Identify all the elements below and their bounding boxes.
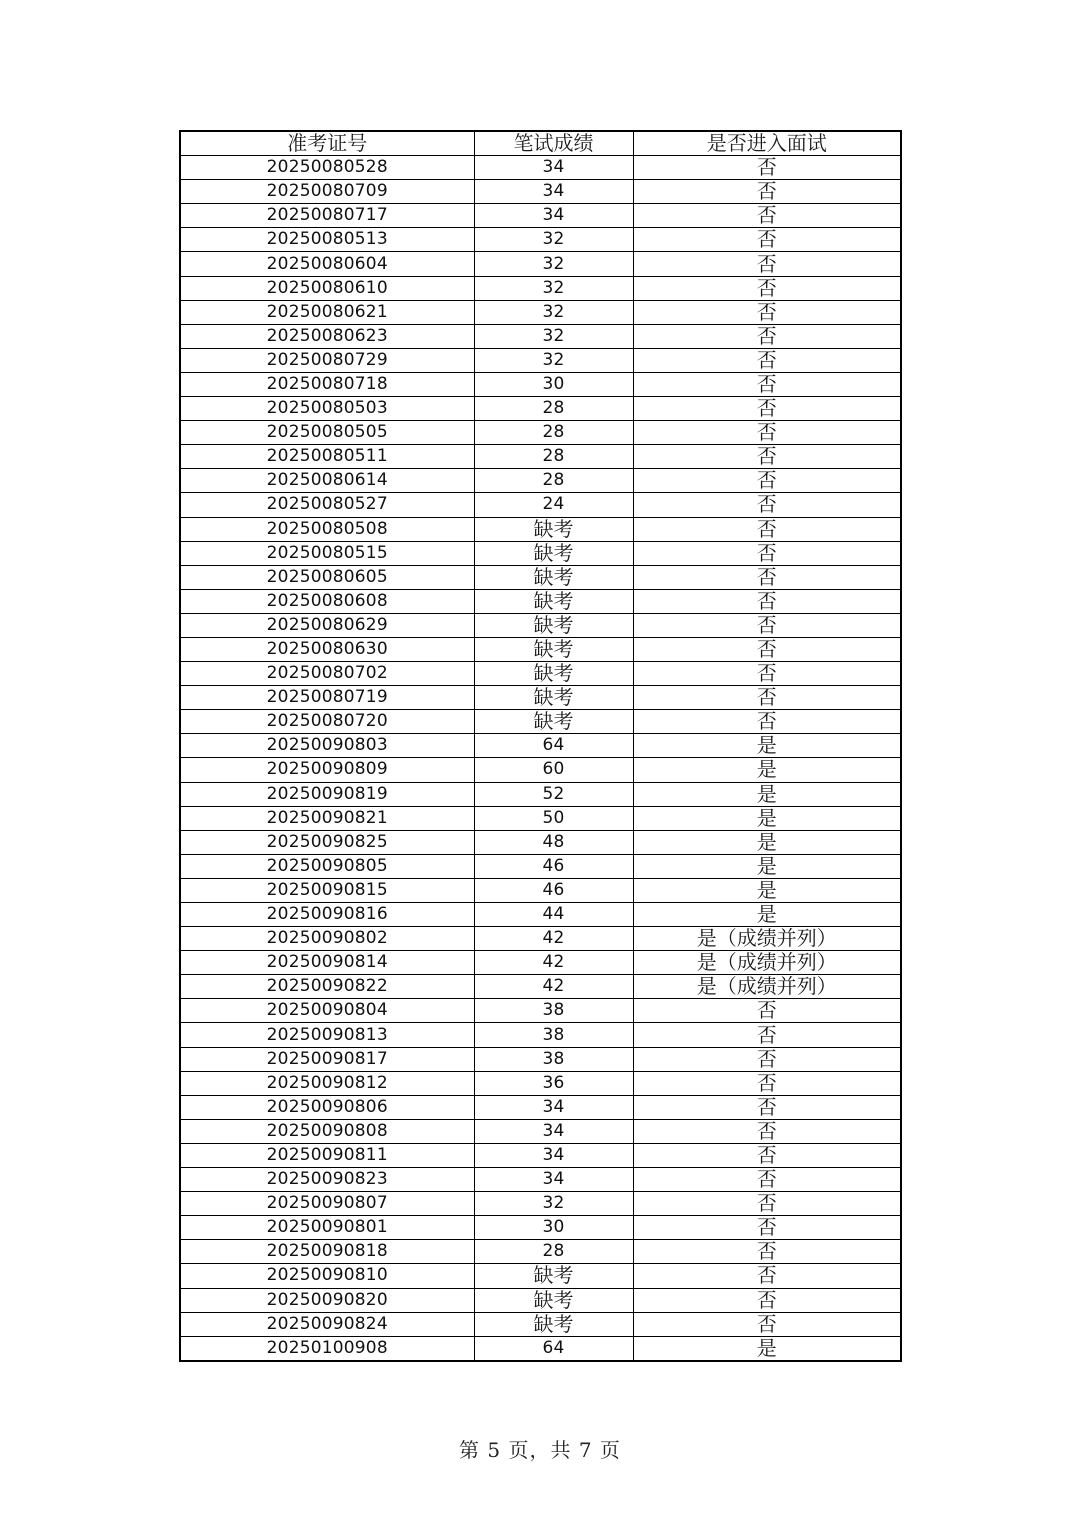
written-score-cell: 52 [474, 782, 633, 806]
table-row [180, 1023, 901, 1047]
interview-status-cell: 否 [633, 156, 901, 180]
interview-status-cell: 否 [633, 999, 901, 1023]
interview-status-cell: 否 [633, 1192, 901, 1216]
interview-status-cell: 否 [633, 1216, 901, 1240]
exam-id-cell: 20250080527 [180, 493, 474, 517]
table-row [180, 806, 901, 830]
written-score-cell: 32 [474, 252, 633, 276]
exam-id-cell: 20250080614 [180, 469, 474, 493]
written-score-cell: 38 [474, 1047, 633, 1071]
written-score-cell: 28 [474, 445, 633, 469]
interview-status-cell: 否 [633, 517, 901, 541]
written-score-cell: 34 [474, 1119, 633, 1143]
written-score-cell: 缺考 [474, 589, 633, 613]
interview-status-cell: 否 [633, 397, 901, 421]
exam-id-cell: 20250090823 [180, 1168, 474, 1192]
interview-status-cell: 否 [633, 445, 901, 469]
written-score-cell: 24 [474, 493, 633, 517]
written-score-cell: 缺考 [474, 1264, 633, 1288]
written-score-cell: 缺考 [474, 1312, 633, 1336]
interview-status-cell: 否 [633, 1143, 901, 1167]
written-score-cell: 46 [474, 878, 633, 902]
exam-id-cell: 20250080623 [180, 324, 474, 348]
written-score-cell: 34 [474, 156, 633, 180]
table-header [180, 131, 901, 156]
interview-status-cell: 否 [633, 565, 901, 589]
written-score-cell: 38 [474, 999, 633, 1023]
written-score-cell: 46 [474, 854, 633, 878]
written-score-cell: 42 [474, 927, 633, 951]
exam-id-cell: 20250090817 [180, 1047, 474, 1071]
interview-status-cell: 否 [633, 686, 901, 710]
table-row [180, 1071, 901, 1095]
interview-status-cell: 否 [633, 662, 901, 686]
exam-id-cell: 20250090807 [180, 1192, 474, 1216]
interview-status-cell: 是 [633, 1336, 901, 1361]
table-row [180, 204, 901, 228]
exam-id-cell: 20250080702 [180, 662, 474, 686]
table-row [180, 662, 901, 686]
written-score-cell: 32 [474, 348, 633, 372]
exam-id-cell: 20250080729 [180, 348, 474, 372]
written-score-cell: 42 [474, 951, 633, 975]
exam-id-cell: 20250080604 [180, 252, 474, 276]
exam-id-cell: 20250080720 [180, 710, 474, 734]
exam-id-cell: 20250080608 [180, 589, 474, 613]
table-row [180, 1312, 901, 1336]
interview-status-cell: 否 [633, 1119, 901, 1143]
interview-status-cell: 是 [633, 854, 901, 878]
interview-status-cell: 否 [633, 1240, 901, 1264]
table-row [180, 613, 901, 637]
interview-status-cell: 否 [633, 710, 901, 734]
interview-status-cell: 否 [633, 1047, 901, 1071]
exam-id-cell: 20250090811 [180, 1143, 474, 1167]
exam-id-cell: 20250090801 [180, 1216, 474, 1240]
exam-id-cell: 20250090819 [180, 782, 474, 806]
table-row [180, 372, 901, 396]
interview-status-cell: 否 [633, 469, 901, 493]
interview-status-cell: 否 [633, 372, 901, 396]
score-table [179, 130, 902, 1362]
written-score-cell: 28 [474, 1240, 633, 1264]
table-row [180, 517, 901, 541]
written-score-cell: 32 [474, 324, 633, 348]
interview-status-cell: 否 [633, 180, 901, 204]
exam-id-cell: 20250090816 [180, 903, 474, 927]
written-score-cell: 缺考 [474, 662, 633, 686]
written-score-cell: 34 [474, 1168, 633, 1192]
exam-id-cell: 20250090802 [180, 927, 474, 951]
interview-status-cell: 否 [633, 589, 901, 613]
written-score-cell: 28 [474, 421, 633, 445]
table-row [180, 782, 901, 806]
written-score-cell: 缺考 [474, 686, 633, 710]
written-score-cell: 32 [474, 300, 633, 324]
table-row [180, 734, 901, 758]
table-row [180, 300, 901, 324]
written-score-cell: 50 [474, 806, 633, 830]
table-row [180, 421, 901, 445]
interview-status-cell: 否 [633, 1023, 901, 1047]
table-row [180, 878, 901, 902]
exam-id-cell: 20250080718 [180, 372, 474, 396]
table-row [180, 156, 901, 180]
table-row [180, 589, 901, 613]
interview-status-cell: 否 [633, 252, 901, 276]
table-row [180, 1240, 901, 1264]
table-row [180, 228, 901, 252]
exam-id-cell: 20250080621 [180, 300, 474, 324]
written-score-cell: 38 [474, 1023, 633, 1047]
table-row [180, 1288, 901, 1312]
exam-id-cell: 20250090812 [180, 1071, 474, 1095]
table-row [180, 854, 901, 878]
exam-id-cell: 20250080610 [180, 276, 474, 300]
table-row [180, 565, 901, 589]
table-row [180, 637, 901, 661]
written-score-cell: 34 [474, 1095, 633, 1119]
header-exam-id: 准考证号 [180, 131, 474, 156]
table-row [180, 1119, 901, 1143]
header-written-score: 笔试成绩 [474, 131, 633, 156]
interview-status-cell: 否 [633, 613, 901, 637]
exam-id-cell: 20250100908 [180, 1336, 474, 1361]
table-row [180, 1336, 901, 1361]
table-row [180, 348, 901, 372]
header-row [180, 131, 901, 156]
interview-status-cell: 否 [633, 421, 901, 445]
exam-id-cell: 20250080505 [180, 421, 474, 445]
exam-id-cell: 20250090805 [180, 854, 474, 878]
exam-id-cell: 20250090825 [180, 830, 474, 854]
interview-status-cell: 否 [633, 1095, 901, 1119]
interview-status-cell: 否 [633, 300, 901, 324]
exam-id-cell: 20250090806 [180, 1095, 474, 1119]
exam-id-cell: 20250080605 [180, 565, 474, 589]
written-score-cell: 32 [474, 1192, 633, 1216]
interview-status-cell: 否 [633, 1288, 901, 1312]
interview-status-cell: 是（成绩并列） [633, 951, 901, 975]
table-row [180, 830, 901, 854]
interview-status-cell: 否 [633, 228, 901, 252]
table-row [180, 999, 901, 1023]
written-score-cell: 缺考 [474, 541, 633, 565]
exam-id-cell: 20250090810 [180, 1264, 474, 1288]
exam-id-cell: 20250080719 [180, 686, 474, 710]
table-row [180, 903, 901, 927]
interview-status-cell: 否 [633, 541, 901, 565]
interview-status-cell: 否 [633, 493, 901, 517]
table-row [180, 469, 901, 493]
table-row [180, 397, 901, 421]
table-row [180, 1095, 901, 1119]
written-score-cell: 28 [474, 397, 633, 421]
interview-status-cell: 是 [633, 903, 901, 927]
exam-id-cell: 20250090822 [180, 975, 474, 999]
table-row [180, 1192, 901, 1216]
written-score-cell: 缺考 [474, 1288, 633, 1312]
written-score-cell: 34 [474, 180, 633, 204]
interview-status-cell: 是 [633, 878, 901, 902]
table-row [180, 180, 901, 204]
table-row [180, 276, 901, 300]
written-score-cell: 64 [474, 1336, 633, 1361]
written-score-cell: 44 [474, 903, 633, 927]
interview-status-cell: 是 [633, 830, 901, 854]
written-score-cell: 42 [474, 975, 633, 999]
exam-id-cell: 20250090803 [180, 734, 474, 758]
interview-status-cell: 否 [633, 204, 901, 228]
written-score-cell: 36 [474, 1071, 633, 1095]
exam-id-cell: 20250090814 [180, 951, 474, 975]
written-score-cell: 48 [474, 830, 633, 854]
interview-status-cell: 是（成绩并列） [633, 975, 901, 999]
interview-status-cell: 是 [633, 806, 901, 830]
written-score-cell: 28 [474, 469, 633, 493]
exam-id-cell: 20250090813 [180, 1023, 474, 1047]
written-score-cell: 缺考 [474, 710, 633, 734]
interview-status-cell: 否 [633, 276, 901, 300]
interview-status-cell: 是 [633, 734, 901, 758]
exam-id-cell: 20250080515 [180, 541, 474, 565]
interview-status-cell: 否 [633, 1071, 901, 1095]
table-row [180, 975, 901, 999]
written-score-cell: 缺考 [474, 517, 633, 541]
interview-status-cell: 否 [633, 637, 901, 661]
exam-id-cell: 20250090821 [180, 806, 474, 830]
table-row [180, 1047, 901, 1071]
exam-id-cell: 20250090815 [180, 878, 474, 902]
exam-id-cell: 20250080513 [180, 228, 474, 252]
table-row [180, 324, 901, 348]
written-score-cell: 34 [474, 204, 633, 228]
table-body [180, 156, 901, 1361]
table-row [180, 951, 901, 975]
table-row [180, 1143, 901, 1167]
written-score-cell: 32 [474, 276, 633, 300]
table-row [180, 1216, 901, 1240]
written-score-cell: 缺考 [474, 637, 633, 661]
interview-status-cell: 是 [633, 782, 901, 806]
written-score-cell: 缺考 [474, 613, 633, 637]
exam-id-cell: 20250080717 [180, 204, 474, 228]
written-score-cell: 32 [474, 228, 633, 252]
written-score-cell: 缺考 [474, 565, 633, 589]
interview-status-cell: 是（成绩并列） [633, 927, 901, 951]
exam-id-cell: 20250090818 [180, 1240, 474, 1264]
written-score-cell: 64 [474, 734, 633, 758]
exam-id-cell: 20250090804 [180, 999, 474, 1023]
exam-id-cell: 20250080511 [180, 445, 474, 469]
table-row [180, 758, 901, 782]
written-score-cell: 34 [474, 1143, 633, 1167]
table-row [180, 493, 901, 517]
written-score-cell: 60 [474, 758, 633, 782]
interview-status-cell: 否 [633, 1264, 901, 1288]
written-score-cell: 30 [474, 372, 633, 396]
table-row [180, 541, 901, 565]
table-row [180, 710, 901, 734]
exam-id-cell: 20250080528 [180, 156, 474, 180]
exam-id-cell: 20250080508 [180, 517, 474, 541]
table-row [180, 445, 901, 469]
table-row [180, 1264, 901, 1288]
page-footer: 第 5 页，共 7 页 [459, 1438, 621, 1462]
exam-id-cell: 20250090820 [180, 1288, 474, 1312]
interview-status-cell: 是 [633, 758, 901, 782]
interview-status-cell: 否 [633, 348, 901, 372]
exam-id-cell: 20250090809 [180, 758, 474, 782]
table-row [180, 1168, 901, 1192]
exam-id-cell: 20250080629 [180, 613, 474, 637]
interview-status-cell: 否 [633, 324, 901, 348]
exam-id-cell: 20250080630 [180, 637, 474, 661]
table-row [180, 927, 901, 951]
table-row [180, 252, 901, 276]
interview-status-cell: 否 [633, 1168, 901, 1192]
exam-id-cell: 20250080709 [180, 180, 474, 204]
header-enter-interview: 是否进入面试 [633, 131, 901, 156]
interview-status-cell: 否 [633, 1312, 901, 1336]
exam-id-cell: 20250080503 [180, 397, 474, 421]
table-row [180, 686, 901, 710]
written-score-cell: 30 [474, 1216, 633, 1240]
exam-id-cell: 20250090824 [180, 1312, 474, 1336]
exam-id-cell: 20250090808 [180, 1119, 474, 1143]
